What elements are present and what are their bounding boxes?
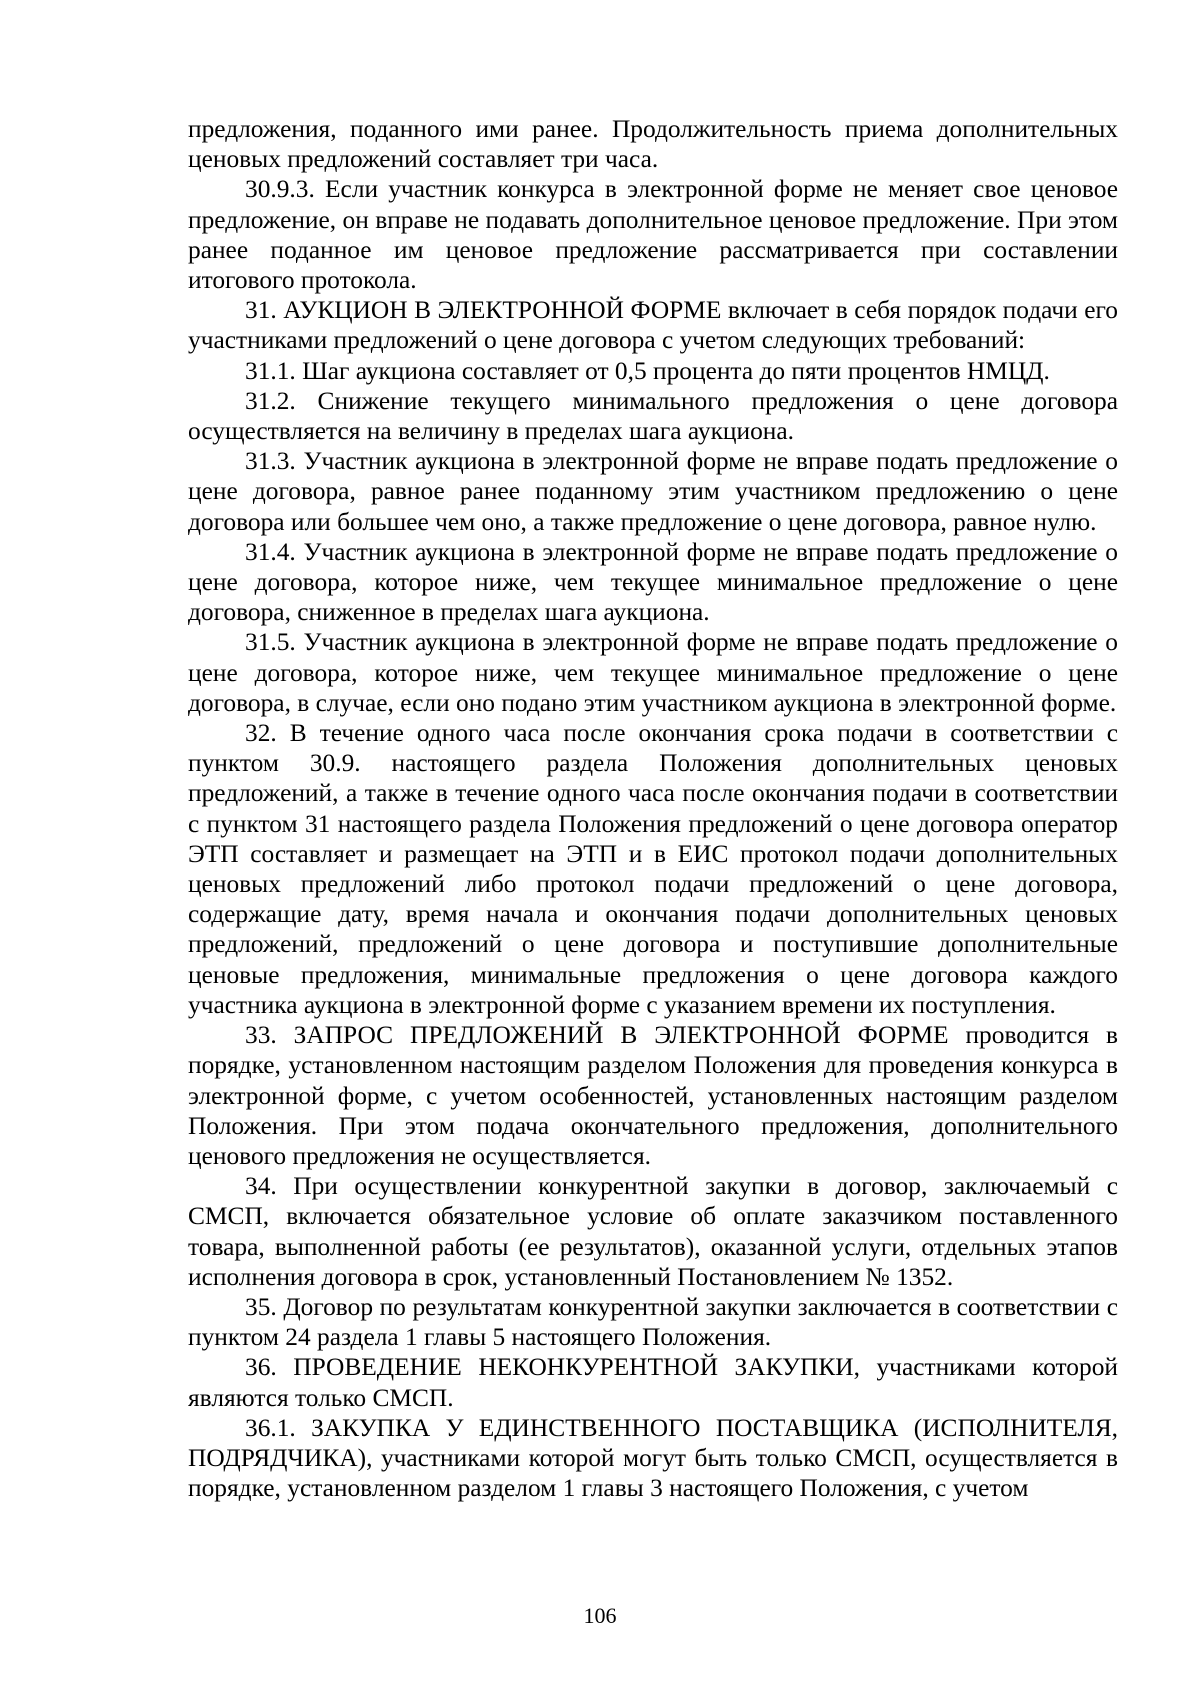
page-number: 106: [583, 1603, 617, 1628]
paragraph-36: 36. ПРОВЕДЕНИЕ НЕКОНКУРЕНТНОЙ ЗАКУПКИ, участниками которой являются только СМСП.: [188, 1353, 1118, 1412]
paragraph-31-1: 31.1. Шаг аукциона составляет от 0,5 процента до пяти процентов НМЦД.: [245, 356, 1050, 385]
paragraph-31-4: 31.4. Участник аукциона в электронной форме не вправе подать предложение о цене договора, которое ниже, чем текущее минимальное предложение о цене договора, сниженное в пределах шага аукциона.: [188, 537, 1118, 627]
paragraph-31: 31. АУКЦИОН В ЭЛЕКТРОННОЙ ФОРМЕ включает в себя порядок подачи его участниками предложений о цене договора с учетом следующих требований:: [188, 296, 1118, 355]
paragraph-31-5: 31.5. Участник аукциона в электронной форме не вправе подать предложение о цене договора, которое ниже, чем текущее минимальное предложение о цене договора, в случае, если оно подано этим участником аукциона в электронной форме.: [188, 628, 1118, 717]
paragraph-34: 34. При осуществлении конкурентной закупки в договор, заключаемый с СМСП, включается обязательное условие об оплате заказчиком поставленного товара, выполненной работы (ее результатов), оказанной услуги, отдельных этапов исполнения договора в срок, установленный Постановлением № 1352.: [188, 1172, 1118, 1291]
document-page: [188, 114, 1118, 1503]
paragraph-31-3: 31.3. Участник аукциона в электронной форме не вправе подать предложение о цене договора, равное ранее поданному этим участником предложению о цене договора или большее чем оно, а также предложение о цене договора, равное нулю.: [188, 447, 1118, 536]
paragraph-33: 33. ЗАПРОС ПРЕДЛОЖЕНИЙ В ЭЛЕКТРОННОЙ ФОРМЕ проводится в порядке, установленном настоящим разделом Положения для проведения конкурса в электронной форме, с учетом особенностей, установленных настоящим разделом Положения. При этом подача окончательного предложения, дополнительного ценового предложения не осуществляется.: [188, 1021, 1118, 1170]
paragraph-35: 35. Договор по результатам конкурентной закупки заключается в соответствии с пунктом 24 раздела 1 главы 5 настоящего Положения.: [188, 1292, 1118, 1352]
paragraph-continuation: предложения, поданного ими ранее. Продолжительность приема дополнительных ценовых предложений составляет три часа.: [188, 115, 1118, 174]
paragraph-36-1: 36.1. ЗАКУПКА У ЕДИНСТВЕННОГО ПОСТАВЩИКА (ИСПОЛНИТЕЛЯ, ПОДРЯДЧИКА), участниками которой могут быть только СМСП, осуществляется в порядке, установленном разделом 1 главы 3 настоящего Положения, с учетом: [188, 1413, 1118, 1503]
paragraph-31-2: 31.2. Снижение текущего минимального предложения о цене договора осуществляется на величину в пределах шага аукциона.: [188, 386, 1118, 446]
paragraph-32: 32. В течение одного часа после окончания срока подачи в соответствии с пунктом 30.9. настоящего раздела Положения дополнительных ценовых предложений, а также в течение одного часа после окончания подачи в соответствии с пунктом 31 настоящего раздела Положения предложений о цене договора оператор ЭТП составляет и размещает на ЭТП и в ЕИС протокол подачи дополнительных ценовых предложений либо протокол подачи предложений о цене договора, содержащие дату, время начала и окончания подачи дополнительных ценовых предложений, предложений о цене договора и поступившие дополнительные ценовые предложения, минимальные предложения о цене договора каждого участника аукциона в электронной форме с указанием времени их поступления.: [188, 719, 1118, 1019]
paragraph-30-9-3: 30.9.3. Если участник конкурса в электронной форме не меняет свое ценовое предложение, он вправе не подавать дополнительное ценовое предложение. При этом ранее поданное им ценовое предложение рассматривается при составлении итогового протокола.: [188, 175, 1118, 295]
